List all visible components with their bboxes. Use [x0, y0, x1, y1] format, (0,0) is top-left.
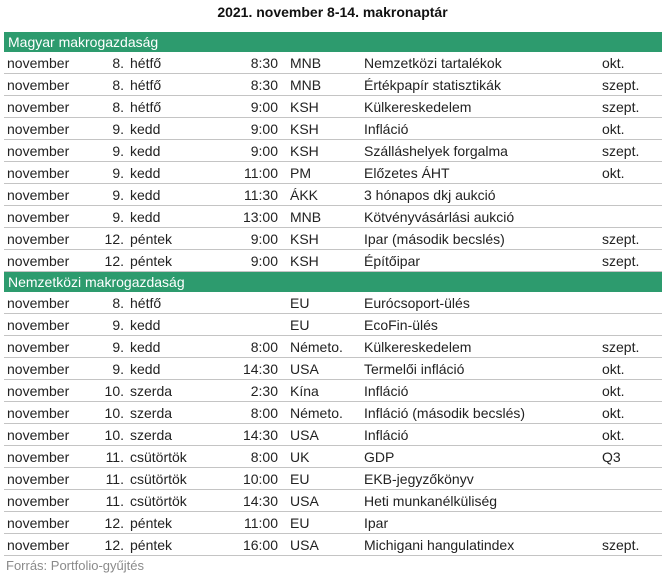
cell-time: 14:30: [242, 361, 278, 377]
cell-day: 10.: [104, 427, 124, 443]
cell-month: november: [7, 121, 70, 137]
cell-day: 8.: [112, 55, 124, 71]
cell-day: 11.: [105, 471, 124, 487]
table-row: [4, 292, 662, 314]
cell-time: 10:00: [242, 471, 278, 487]
cell-period: okt.: [602, 405, 625, 421]
cell-period: szept.: [602, 537, 640, 553]
cell-source: EU: [290, 515, 310, 531]
cell-weekday: csütörtök: [130, 449, 187, 465]
table-row: [4, 140, 662, 162]
cell-event: Külkereskedelem: [364, 99, 472, 115]
cell-month: november: [7, 143, 70, 159]
table-row: [4, 162, 662, 184]
table-row: [4, 446, 662, 468]
cell-month: november: [7, 405, 70, 421]
cell-month: november: [7, 253, 70, 269]
cell-month: november: [7, 493, 70, 509]
table-row: [4, 184, 662, 206]
cell-month: november: [7, 427, 70, 443]
cell-event: Michigani hangulatindex: [364, 537, 515, 553]
cell-time: 9:00: [250, 253, 278, 269]
cell-source: EU: [290, 471, 310, 487]
cell-time: 8:30: [250, 55, 278, 71]
cell-time: 8:00: [250, 449, 278, 465]
page-title: 2021. november 8-14. makronaptár: [217, 4, 448, 20]
cell-period: Q3: [602, 449, 621, 465]
cell-event: Ipar: [364, 515, 389, 531]
table-row: [4, 380, 662, 402]
cell-source: PM: [290, 165, 311, 181]
cell-weekday: kedd: [130, 121, 161, 137]
cell-period: szept.: [602, 77, 640, 93]
cell-source: UK: [290, 449, 310, 465]
cell-weekday: kedd: [130, 143, 161, 159]
cell-source: KSH: [290, 121, 319, 137]
cell-month: november: [7, 471, 70, 487]
section-header-hungarian: Magyar makrogazdaság: [4, 32, 662, 52]
cell-day: 11.: [105, 449, 124, 465]
cell-source: MNB: [290, 55, 322, 71]
cell-time: 13:00: [242, 209, 278, 225]
cell-month: november: [7, 187, 70, 203]
table-row: [4, 512, 662, 534]
cell-period: okt.: [602, 361, 625, 377]
cell-month: november: [7, 361, 70, 377]
cell-source: Németo.: [290, 405, 343, 421]
cell-time: 9:00: [250, 231, 278, 247]
section-rows-international: [4, 292, 662, 556]
cell-event: GDP: [364, 449, 395, 465]
cell-time: 14:30: [242, 493, 278, 509]
cell-month: november: [7, 515, 70, 531]
table-row: [4, 358, 662, 380]
cell-month: november: [7, 209, 70, 225]
cell-period: szept.: [602, 143, 640, 159]
cell-day: 9.: [112, 209, 124, 225]
cell-day: 12.: [104, 253, 124, 269]
cell-day: 9.: [112, 121, 124, 137]
cell-source: USA: [290, 537, 319, 553]
cell-time: 16:00: [242, 537, 278, 553]
table-row: [4, 96, 662, 118]
cell-period: szept.: [602, 99, 640, 115]
table-row: [4, 314, 662, 336]
table-row: [4, 74, 662, 96]
cell-event: Értékpapír statisztikák: [364, 77, 501, 93]
cell-event: 3 hónapos dkj aukció: [364, 187, 496, 203]
cell-source: MNB: [290, 77, 322, 93]
cell-weekday: hétfő: [130, 99, 162, 115]
cell-weekday: kedd: [130, 187, 161, 203]
cell-month: november: [7, 165, 70, 181]
cell-period: okt.: [602, 121, 625, 137]
cell-time: 14:30: [242, 427, 278, 443]
cell-time: 9:00: [250, 143, 278, 159]
cell-event: Infláció: [364, 121, 409, 137]
calendar-table: [4, 32, 662, 556]
cell-period: szept.: [602, 231, 640, 247]
cell-source: Kína: [290, 383, 319, 399]
table-row: [4, 206, 662, 228]
cell-month: november: [7, 295, 70, 311]
cell-event: Kötvényvásárlási aukció: [364, 209, 515, 225]
cell-weekday: szerda: [130, 427, 173, 443]
cell-day: 9.: [112, 187, 124, 203]
cell-month: november: [7, 383, 70, 399]
cell-event: EcoFin-ülés: [364, 317, 438, 333]
cell-day: 12.: [104, 537, 124, 553]
cell-month: november: [7, 55, 70, 71]
cell-time: 8:00: [250, 405, 278, 421]
cell-event: Ipar (második becslés): [364, 231, 505, 247]
table-row: [4, 336, 662, 358]
table-row: [4, 118, 662, 140]
cell-event: Termelői infláció: [364, 361, 465, 377]
cell-period: okt.: [602, 165, 625, 181]
cell-weekday: szerda: [130, 405, 173, 421]
cell-weekday: hétfő: [130, 55, 162, 71]
cell-period: szept.: [602, 253, 640, 269]
cell-day: 9.: [112, 361, 124, 377]
cell-event: EKB-jegyzőkönyv: [364, 471, 474, 487]
cell-weekday: csütörtök: [130, 471, 187, 487]
cell-event: Előzetes ÁHT: [364, 165, 450, 181]
cell-month: november: [7, 339, 70, 355]
cell-source: ÁKK: [290, 187, 319, 203]
cell-time: 11:30: [244, 187, 278, 203]
cell-source: Németo.: [290, 339, 343, 355]
table-row: [4, 52, 662, 74]
cell-day: 8.: [112, 77, 124, 93]
cell-time: 11:00: [244, 515, 278, 531]
cell-day: 9.: [112, 339, 124, 355]
cell-day: 9.: [112, 317, 124, 333]
cell-day: 11.: [105, 493, 124, 509]
cell-source: MNB: [290, 209, 322, 225]
cell-source: KSH: [290, 253, 319, 269]
cell-day: 12.: [104, 231, 124, 247]
cell-event: Építőipar: [364, 253, 421, 269]
cell-period: szept.: [602, 339, 640, 355]
cell-month: november: [7, 537, 70, 553]
cell-event: Nemzetközi tartalékok: [364, 55, 502, 71]
cell-time: 9:00: [250, 99, 278, 115]
cell-weekday: hétfő: [130, 295, 162, 311]
cell-source: USA: [290, 427, 319, 443]
cell-month: november: [7, 449, 70, 465]
cell-period: okt.: [602, 55, 625, 71]
cell-source: KSH: [290, 143, 319, 159]
cell-weekday: kedd: [130, 317, 161, 333]
cell-event: Szálláshelyek forgalma: [364, 143, 508, 159]
cell-weekday: péntek: [130, 231, 173, 247]
cell-time: 11:00: [244, 165, 278, 181]
cell-weekday: hétfő: [130, 77, 162, 93]
cell-weekday: péntek: [130, 537, 173, 553]
cell-weekday: kedd: [130, 361, 161, 377]
cell-weekday: péntek: [130, 515, 173, 531]
cell-time: 2:30: [250, 383, 278, 399]
cell-period: okt.: [602, 427, 625, 443]
cell-time: 8:30: [250, 77, 278, 93]
cell-source: KSH: [290, 231, 319, 247]
table-row: [4, 402, 662, 424]
table-row: [4, 228, 662, 250]
section-rows-hungarian: [4, 52, 662, 272]
cell-event: Infláció (második becslés): [364, 405, 526, 421]
cell-day: 10.: [104, 405, 124, 421]
cell-weekday: csütörtök: [130, 493, 187, 509]
cell-weekday: kedd: [130, 209, 161, 225]
table-row: [4, 490, 662, 512]
cell-month: november: [7, 231, 70, 247]
cell-period: okt.: [602, 383, 625, 399]
table-row: [4, 424, 662, 446]
cell-day: 8.: [112, 99, 124, 115]
cell-event: Eurócsoport-ülés: [364, 295, 470, 311]
section-header-international: Nemzetközi makrogazdaság: [4, 272, 662, 292]
cell-event: Infláció: [364, 383, 409, 399]
cell-day: 8.: [112, 295, 124, 311]
cell-source: USA: [290, 493, 319, 509]
table-row: [4, 468, 662, 490]
cell-source: KSH: [290, 99, 319, 115]
cell-source: EU: [290, 317, 310, 333]
cell-day: 9.: [112, 143, 124, 159]
table-row: [4, 250, 662, 272]
cell-event: Infláció: [364, 427, 409, 443]
cell-month: november: [7, 99, 70, 115]
cell-weekday: péntek: [130, 253, 173, 269]
cell-event: Külkereskedelem: [364, 339, 472, 355]
cell-source: EU: [290, 295, 310, 311]
cell-time: 8:00: [250, 339, 278, 355]
cell-day: 9.: [112, 165, 124, 181]
source-note: Forrás: Portfolio-gyűjtés: [6, 558, 144, 573]
cell-day: 10.: [104, 383, 124, 399]
cell-source: USA: [290, 361, 319, 377]
cell-time: 9:00: [250, 121, 278, 137]
table-row: [4, 534, 662, 556]
cell-weekday: szerda: [130, 383, 173, 399]
cell-day: 12.: [104, 515, 124, 531]
cell-event: Heti munkanélküliség: [364, 493, 498, 509]
cell-month: november: [7, 77, 70, 93]
cell-month: november: [7, 317, 70, 333]
cell-weekday: kedd: [130, 339, 161, 355]
cell-weekday: kedd: [130, 165, 161, 181]
